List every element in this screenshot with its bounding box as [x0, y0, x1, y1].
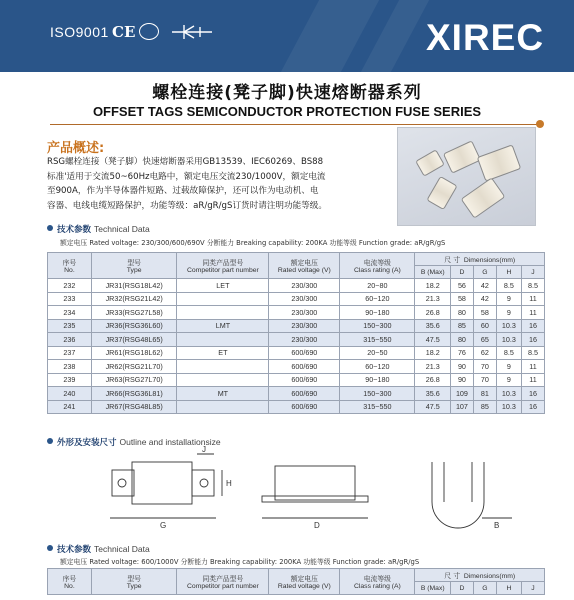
- col-type: 型号 Type: [91, 253, 177, 279]
- fuse-body-top-view: [132, 462, 192, 504]
- cell-b: 26.8: [415, 306, 450, 320]
- cell-d: 58: [450, 292, 473, 306]
- cell-d: 90: [450, 360, 473, 374]
- kema-mark-icon: [170, 24, 214, 40]
- cell-d: 80: [450, 306, 473, 320]
- cell-j: 8.5: [521, 346, 544, 360]
- ce-mark-icon: CE: [112, 23, 136, 41]
- cell-d: 76: [450, 346, 473, 360]
- cell-g: 42: [473, 279, 496, 293]
- col-voltage: 额定电压 Rated voltage (V): [269, 569, 340, 595]
- rating-spec-line: 额定电压 Rated voltage: 230/300/600/690V 分断能力 Breaking capability: 200KA 功能等级 Function grade: aR/gR/gS: [60, 239, 446, 247]
- cell-cls: 20~80: [340, 279, 415, 293]
- technical-data-cn: 技术参数: [57, 225, 92, 235]
- cell-comp: [177, 400, 269, 414]
- cell-j: 11: [521, 292, 544, 306]
- col-competitor: 同类产品型号 Competitor part number: [177, 569, 269, 595]
- overview-heading: 产品概述:: [47, 141, 105, 156]
- cell-d: 56: [450, 279, 473, 293]
- overview-line: 容器、电线电缆短路保护，功能等级：aR/gR/gS订货时请注明功能等级。: [47, 200, 327, 211]
- cell-comp: LMT: [177, 319, 269, 333]
- col-g: G: [473, 582, 496, 595]
- cell-no: 235: [48, 319, 92, 333]
- cell-b: 18.2: [415, 346, 450, 360]
- table-row: [48, 387, 545, 401]
- overview-line: RSG螺栓连接（凳子脚）快速熔断器采用GB13539、IEC60269、BS88: [47, 157, 324, 167]
- cell-volt: 600/690: [269, 373, 340, 387]
- cell-h: 9: [496, 373, 521, 387]
- cell-b: 47.5: [415, 333, 450, 347]
- outline-heading-en: Outline and installationsize: [119, 437, 221, 447]
- cell-cls: 60~120: [340, 292, 415, 306]
- col-dimensions: 尺 寸 Dimensions(mm): [415, 569, 545, 582]
- dim-label-h: H: [226, 479, 232, 488]
- cell-type: JR32(RSG21L42): [91, 292, 177, 306]
- cell-comp: ET: [177, 346, 269, 360]
- cell-cls: 60~120: [340, 360, 415, 374]
- brand-logo: XIREC: [426, 17, 545, 58]
- cell-h: 9: [496, 306, 521, 320]
- cell-comp: LET: [177, 279, 269, 293]
- cell-g: 81: [473, 387, 496, 401]
- cell-comp: [177, 292, 269, 306]
- cell-cls: 150~300: [340, 319, 415, 333]
- cell-d: 107: [450, 400, 473, 414]
- rating-spec-line-2: 额定电压 Rated voltage: 600/1000V 分断能力 Breaking capability: 200KA 功能等级 Function grade: aR/gR/gS: [60, 558, 420, 566]
- cell-b: 18.2: [415, 279, 450, 293]
- cell-cls: 90~180: [340, 306, 415, 320]
- cell-h: 8.5: [496, 279, 521, 293]
- cell-volt: 230/300: [269, 279, 340, 293]
- cell-j: 11: [521, 306, 544, 320]
- cell-cls: 20~50: [340, 346, 415, 360]
- dim-label-d: D: [314, 521, 320, 530]
- cell-cls: 150~300: [340, 387, 415, 401]
- col-h: H: [496, 582, 521, 595]
- fuse-tag-left: [112, 470, 134, 496]
- cell-j: 11: [521, 373, 544, 387]
- col-no: 序号 No.: [48, 569, 92, 595]
- cell-volt: 600/690: [269, 400, 340, 414]
- cell-no: 241: [48, 400, 92, 414]
- cell-h: 10.3: [496, 400, 521, 414]
- col-h: H: [496, 266, 521, 279]
- cell-d: 109: [450, 387, 473, 401]
- cell-type: JR36(RSG36L60): [91, 319, 177, 333]
- dim-label-b: B: [494, 521, 500, 530]
- overview-text: [47, 155, 392, 213]
- cell-b: 21.3: [415, 292, 450, 306]
- cell-j: 16: [521, 333, 544, 347]
- iso-certification: ISO9001: [50, 24, 109, 40]
- cell-type: JR62(RSG21L70): [91, 360, 177, 374]
- page-title-cn: 螺栓连接(凳子脚)快速熔断器系列: [152, 83, 422, 103]
- cell-volt: 230/300: [269, 306, 340, 320]
- cell-j: 16: [521, 319, 544, 333]
- ccc-mark-icon: [139, 23, 159, 40]
- cell-volt: 230/300: [269, 319, 340, 333]
- product-photo: [397, 127, 536, 226]
- table-row: [48, 360, 545, 374]
- cell-type: JR63(RSG27L70): [91, 373, 177, 387]
- cell-cls: 315~550: [340, 400, 415, 414]
- cell-comp: MT: [177, 387, 269, 401]
- cell-b: 21.3: [415, 360, 450, 374]
- cell-comp: [177, 333, 269, 347]
- cell-no: 232: [48, 279, 92, 293]
- table-row: [48, 306, 545, 320]
- fuse-spec-table: [47, 252, 545, 414]
- cell-j: 16: [521, 387, 544, 401]
- col-dimensions: 尺 寸 Dimensions(mm): [415, 253, 545, 266]
- col-no: 序号 No.: [48, 253, 92, 279]
- outline-heading: [47, 436, 221, 448]
- bullet-icon: [47, 545, 53, 551]
- cell-h: 10.3: [496, 387, 521, 401]
- cell-d: 90: [450, 373, 473, 387]
- table-header-row: [48, 569, 545, 582]
- cell-volt: 230/300: [269, 292, 340, 306]
- table-header-row: [48, 253, 545, 266]
- cell-no: 238: [48, 360, 92, 374]
- fuse-spec-table-2: [47, 568, 545, 595]
- table-row: [48, 373, 545, 387]
- cell-no: 239: [48, 373, 92, 387]
- cell-comp: [177, 306, 269, 320]
- cell-g: 65: [473, 333, 496, 347]
- overview-line: 至900A，作为半导体器件短路、过载故障保护，还可以作为电动机、电: [47, 186, 319, 196]
- technical-data-heading: [47, 223, 150, 235]
- table-row: [48, 400, 545, 414]
- divider-dot: [536, 120, 544, 128]
- table-row: [48, 292, 545, 306]
- col-competitor: 同类产品型号 Competitor part number: [177, 253, 269, 279]
- cell-cls: 90~180: [340, 373, 415, 387]
- bullet-icon: [47, 438, 53, 444]
- technical-data-cn-2: 技术参数: [57, 545, 92, 555]
- cell-volt: 600/690: [269, 387, 340, 401]
- cell-no: 236: [48, 333, 92, 347]
- cell-b: 35.6: [415, 319, 450, 333]
- cell-h: 9: [496, 360, 521, 374]
- cell-h: 10.3: [496, 333, 521, 347]
- cell-comp: [177, 360, 269, 374]
- col-g: G: [473, 266, 496, 279]
- technical-data-en-2: Technical Data: [93, 544, 150, 554]
- cell-type: JR67(RSG48L85): [91, 400, 177, 414]
- dim-label-g: G: [160, 521, 167, 530]
- cell-type: JR66(RSG36L81): [91, 387, 177, 401]
- cell-g: 60: [473, 319, 496, 333]
- cell-g: 70: [473, 360, 496, 374]
- cell-d: 85: [450, 319, 473, 333]
- outline-drawing: [52, 445, 522, 532]
- bullet-icon: [47, 225, 53, 231]
- technical-data-heading-2: [47, 543, 150, 555]
- table-row: [48, 333, 545, 347]
- cell-h: 8.5: [496, 346, 521, 360]
- fuse-tag-right: [192, 470, 214, 496]
- cell-volt: 230/300: [269, 333, 340, 347]
- cell-type: JR61(RSG18L62): [91, 346, 177, 360]
- col-j: J: [521, 582, 544, 595]
- col-type: 型号 Type: [91, 569, 177, 595]
- cell-j: 8.5: [521, 279, 544, 293]
- cell-h: 9: [496, 292, 521, 306]
- cell-volt: 600/690: [269, 346, 340, 360]
- col-d: D: [450, 582, 473, 595]
- page-title-en: OFFSET TAGS SEMICONDUCTOR PROTECTION FUSE SERIES: [92, 104, 482, 119]
- col-b: B (Max): [415, 582, 450, 595]
- cell-g: 62: [473, 346, 496, 360]
- col-class: 电流等级 Class rating (A): [340, 253, 415, 279]
- cell-comp: [177, 373, 269, 387]
- cell-volt: 600/690: [269, 360, 340, 374]
- cell-j: 11: [521, 360, 544, 374]
- cell-j: 16: [521, 400, 544, 414]
- technical-data-en: Technical Data: [93, 224, 150, 234]
- cell-b: 26.8: [415, 373, 450, 387]
- cell-no: 233: [48, 292, 92, 306]
- cell-cls: 315~550: [340, 333, 415, 347]
- col-voltage: 额定电压 Rated voltage (V): [269, 253, 340, 279]
- col-b: B (Max): [415, 266, 450, 279]
- col-d: D: [450, 266, 473, 279]
- cell-g: 70: [473, 373, 496, 387]
- col-class: 电流等级 Class rating (A): [340, 569, 415, 595]
- dim-label-j: J: [202, 445, 206, 454]
- cell-type: JR33(RSG27L58): [91, 306, 177, 320]
- cell-b: 47.5: [415, 400, 450, 414]
- table-row: [48, 346, 545, 360]
- cell-b: 35.6: [415, 387, 450, 401]
- title-divider: [50, 124, 538, 125]
- cell-type: JR31(RSG18L42): [91, 279, 177, 293]
- overview-line: 标准'适用于交流50~60Hz电路中，额定电压交流230/1000V，额定电流: [47, 171, 326, 182]
- table-row: [48, 319, 545, 333]
- cell-d: 80: [450, 333, 473, 347]
- outline-heading-cn: 外形及安装尺寸: [57, 438, 117, 448]
- col-j: J: [521, 266, 544, 279]
- cell-g: 85: [473, 400, 496, 414]
- cell-no: 240: [48, 387, 92, 401]
- cell-no: 237: [48, 346, 92, 360]
- cell-g: 42: [473, 292, 496, 306]
- table-row: [48, 279, 545, 293]
- cell-g: 58: [473, 306, 496, 320]
- cell-no: 234: [48, 306, 92, 320]
- cell-h: 10.3: [496, 319, 521, 333]
- cell-type: JR37(RSG48L65): [91, 333, 177, 347]
